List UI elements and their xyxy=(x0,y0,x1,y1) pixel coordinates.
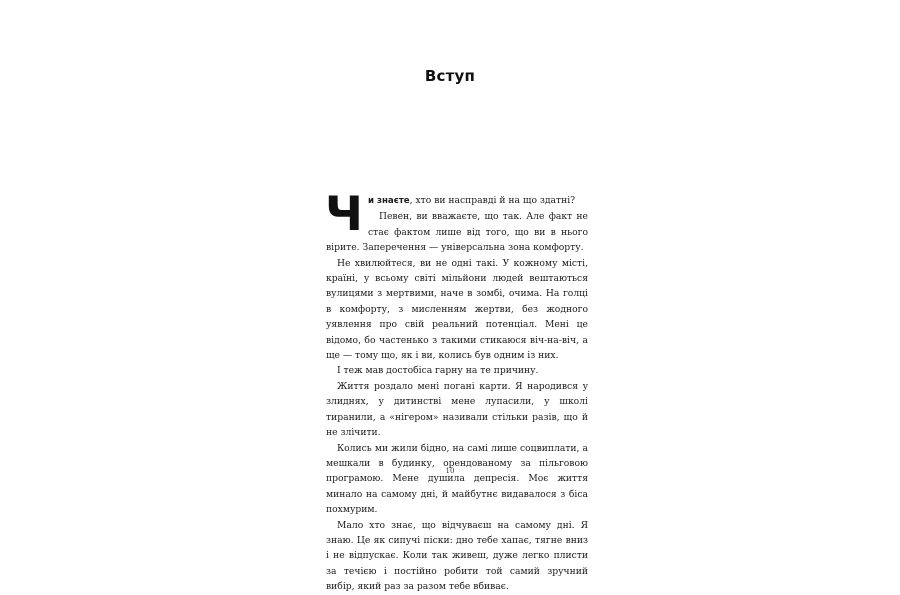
paragraph: Не хвилюйтеся, ви не одні такі. У кожному місті, країні, у всьому світі мільйони людей вештаються вулицями з мертвими, наче в зомбі, очима. На голці в комфорту, з мисленням жертви, без жодного уявлення про свій реальний потенціал. Мені це відомо, бо частенько з такими стикаюся віч-на-віч, а ще — тому що, як і ви, колись був одним із них. xyxy=(326,257,588,362)
paragraph: І теж мав достобіса гарну на те причину. xyxy=(337,365,539,377)
paragraph: Певен, ви вважаєте, що так. Але факт не стає фактом лише від того, що ви в нього вірите. Заперечення — універсальна зона комфорту. xyxy=(326,211,588,254)
opening-sentence: , хто ви насправді й на що здатні? xyxy=(409,195,576,206)
chapter-title: Вступ xyxy=(424,67,476,85)
chapter-body xyxy=(325,187,588,595)
paragraph: Мало хто знає, що відчуваєш на самому дні. Я знаю. Це як сипучі піски: дно тебе хапає, тягне вниз і не відпускає. Коли так живеш, дуже легко плисти за течією і постійно робити той самий зручний вибір, який раз за разом тебе вбиває. xyxy=(326,519,588,593)
paragraph: Колись ми жили бідно, на самі лише соцвиплати, а мешкали в будинку, орендованому за пільговою програмою. Мене душила депресія. Моє життя минало на самому дні, й майбутнє видавалося з біса похмурим. xyxy=(326,442,588,516)
page-number: 10 xyxy=(445,467,455,475)
drop-cap: Ч xyxy=(325,187,363,242)
paragraph: Життя роздало мені погані карти. Я народився у злиднях, у дитинстві мене лупасили, у школі тиранили, а «нігером» називали стільки разів, що й не злічити. xyxy=(326,380,588,439)
lead-words: и знаєте xyxy=(367,196,410,206)
